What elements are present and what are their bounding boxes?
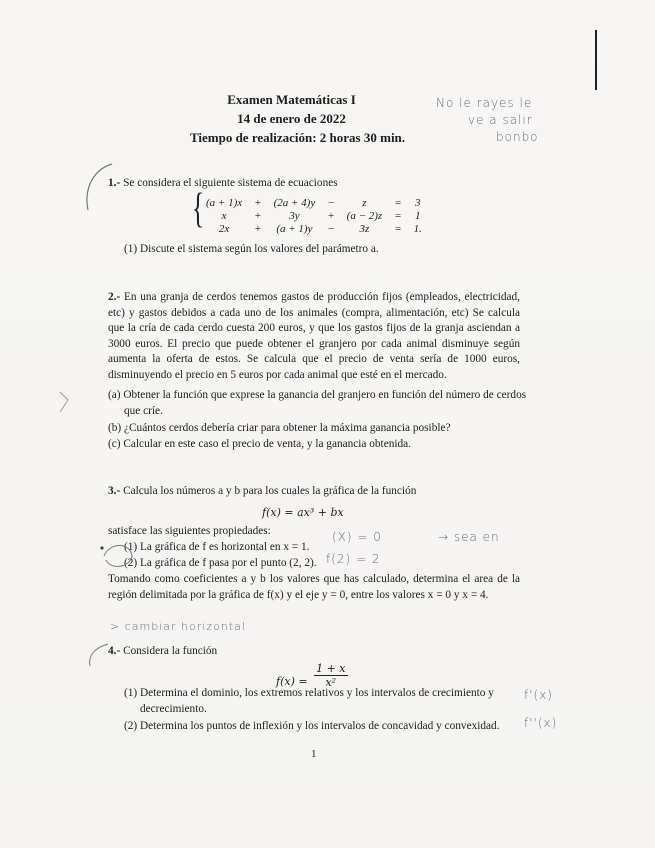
q1-part1: (1) Discute el sistema según los valores del parámetro a.	[124, 243, 379, 255]
q2-part-b: (b) ¿Cuántos cerdos debería criar para obtener la máxima ganancia posible?	[108, 422, 451, 434]
eq-equals: =	[394, 209, 402, 222]
q3-property-2: (2) La gráfica de f pasa por el punto (2, 2).	[124, 557, 317, 569]
eq-equals: =	[394, 222, 402, 235]
handwritten-arc-q4	[82, 640, 112, 670]
q4-intro	[108, 644, 518, 660]
eq-term: (a + 1)x	[206, 196, 243, 209]
q3-intro-text: Calcula los números a y b para los cuales la gráfica de la función	[123, 485, 417, 497]
q3-closing: Tomando como coeficientes a y b los valores que has calculado, determina el area de la región delimitada por la gráfica de f(x) y el eje y = 0, entre los valores x = 0 y x = 4.	[108, 573, 520, 601]
system-brace: {	[192, 186, 205, 232]
q3-intro	[108, 484, 518, 500]
handwritten-q4-note1: f'(x)	[524, 688, 553, 702]
handwritten-note-line2: ve a salir	[468, 113, 533, 127]
eq-term: (a − 2)z	[346, 209, 383, 222]
eq-term: 3z	[359, 222, 370, 235]
exam-date: 14 de enero de 2022	[237, 111, 346, 126]
eq-term: (a + 1)y	[276, 222, 313, 235]
equation-system	[200, 196, 428, 235]
page-edge-mark	[595, 30, 597, 90]
handwritten-note-line3: bonbo	[496, 130, 539, 144]
q4-formula-lhs: f(x) =	[276, 674, 308, 688]
eq-term: x	[221, 209, 227, 222]
q2-number: 2.-	[108, 291, 121, 303]
page-number: 1	[311, 748, 317, 760]
q3-property-1: (1) La gráfica de f es horizontal en x = 1.	[124, 541, 310, 553]
q3-properties-label: satisface las siguientes propiedades:	[108, 525, 271, 537]
q1-intro	[108, 176, 518, 192]
eq-op: +	[254, 196, 262, 209]
eq-term: 2x	[218, 222, 230, 235]
q3-formula: f(x) = ax³ + bx	[262, 506, 344, 519]
eq-term: (2a + 4)y	[273, 196, 316, 209]
eq-op: −	[327, 196, 335, 209]
equation-row	[200, 196, 428, 209]
exam-title: Examen Matemáticas I	[227, 92, 356, 107]
eq-op: +	[254, 209, 262, 222]
q4-fraction-num: 1 + x	[316, 662, 346, 675]
handwritten-q3-note3: f(2) = 2	[326, 552, 381, 566]
handwritten-tick	[56, 388, 76, 418]
q4-fraction	[314, 662, 347, 689]
handwritten-q3-note4: > cambiar horizontal	[110, 620, 246, 633]
eq-op: +	[327, 209, 335, 222]
exam-duration: Tiempo de realización: 2 horas 30 min.	[189, 130, 406, 145]
eq-equals: =	[394, 196, 402, 209]
handwritten-q3-note2: → sea en	[438, 530, 500, 544]
eq-term: z	[362, 196, 367, 209]
q2-part-c: (c) Calcular en este caso el precio de venta, y la ganancia obtenida.	[108, 438, 411, 450]
handwritten-q3-note1: (X) = 0	[332, 530, 382, 544]
handwritten-loop	[100, 538, 140, 574]
eq-rhs: 1	[415, 209, 421, 222]
q4-part1: (1) Determina el dominio, los extremos relativos y los intervalos de crecimiento y decrecimiento.	[124, 687, 494, 715]
q4-fraction-den: x²	[325, 676, 337, 689]
q2-part-a: (a) Obtener la función que exprese la ganancia del granjero en función del número de cerdos que críe.	[108, 389, 527, 417]
q4-part2: (2) Determina los puntos de inflexión y los intervalos de concavidad y convexidad.	[124, 720, 500, 732]
eq-op: +	[254, 222, 262, 235]
eq-term: 3y	[289, 209, 300, 222]
q4-intro-text: Considera la función	[123, 645, 218, 657]
q1-number: 1.-	[108, 177, 121, 189]
eq-rhs: 1.	[413, 222, 422, 235]
handwritten-note-line1: No le rayes le	[436, 96, 533, 110]
equation-row	[200, 209, 428, 222]
handwritten-q4-note2: f''(x)	[524, 716, 558, 730]
eq-op: −	[327, 222, 335, 235]
q2-text	[108, 290, 520, 383]
equation-row	[200, 222, 428, 235]
q4-formula	[276, 662, 348, 689]
q4-number: 4.-	[108, 645, 121, 657]
q1-intro-text: Se considera el siguiente sistema de ecuaciones	[123, 177, 338, 189]
q2-statement: En una granja de cerdos tenemos gastos de producción fijos (empleados, electricidad, etc) y gastos debidos a cada uno de los animales (compra, alimentación, etc) Se calcula que la cría de cada cerdo cuesta 200 euros, y que los gastos fijos de la granja asciendan a 3000 euros. El precio que puede obtener el granjero por cada animal disminuye según aumenta la oferta de estos. Se calcula que el precio de venta sería de 1000 euros, disminuyendo el precio en 5 euros por cada animal que esté en el mercado.	[108, 291, 520, 381]
eq-rhs: 3	[415, 196, 421, 209]
q3-number: 3.-	[108, 485, 121, 497]
